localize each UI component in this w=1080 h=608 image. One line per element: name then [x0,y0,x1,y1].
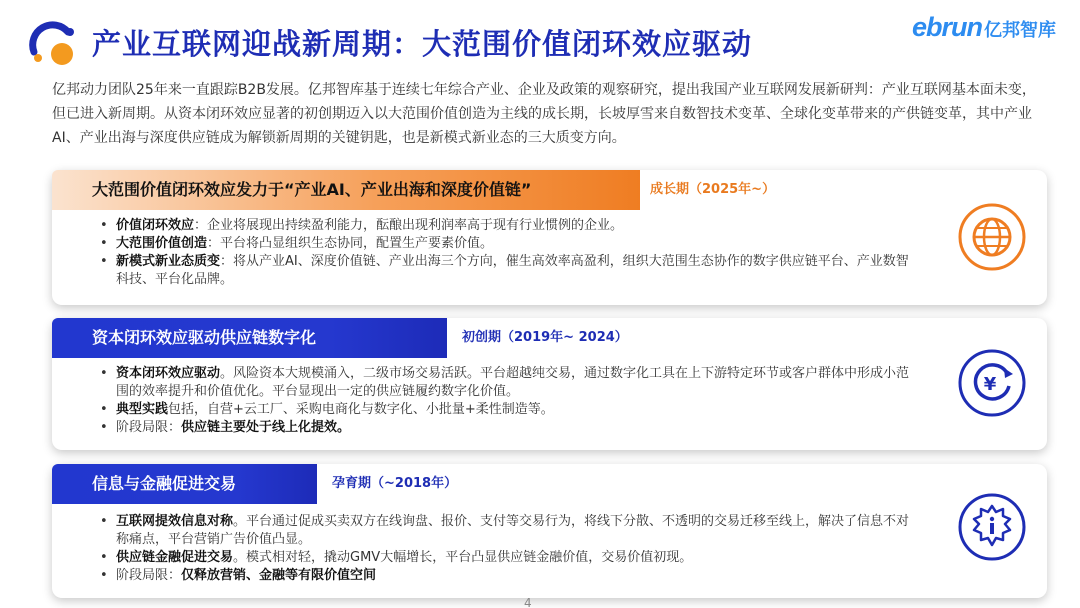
brand-logo [912,12,1056,43]
list-item: • 供应链金融促进交易。模式相对轻，撬动GMV大幅增长，平台凸显供应链金融价值，交易价值初现。 [100,549,910,567]
phase-label: 孕育期（~2018年） [332,476,458,491]
phase-label: 成长期（2025年~） [650,182,776,197]
card-incubation-stage [52,464,1047,598]
logo-mark-icon [24,18,80,74]
brand-english: ebrun [911,12,982,42]
bullet-list [100,217,910,289]
phase-label: 初创期（2019年~ 2024） [462,330,628,345]
svg-text:¥: ¥ [983,374,997,395]
list-item: • 新模式新业态质变：将从产业AI、深度价值链、产业出海三个方向，催生高效率高盈利，组织大范围生态协作的数字供应链平台、产业数智科技、平台化品牌。 [100,253,910,289]
list-item: • 大范围价值创造：平台将凸显组织生态协同，配置生产要素价值。 [100,235,910,253]
info-badge-icon [957,492,1027,562]
page-title: 产业互联网迎战新周期：大范围价值闭环效应驱动 [92,27,753,61]
card-title: 信息与金融促进交易 [52,464,317,504]
list-item: • 价值闭环效应：企业将展现出持续盈利能力，酝酿出现利润率高于现有行业惯例的企业。 [100,217,910,235]
intro-paragraph: 亿邦动力团队25年来一直跟踪B2B发展。亿邦智库基于连续七年综合产业、企业及政策的观察研究，提出我国产业互联网发展新研判：产业互联网基本面未变，但已进入新周期。从资本闭环效应显著的初创期迈入以大范围价值创造为主线的成长期，长坡厚雪来自数智技术变革、全球化变革带来的产供链变革，其中产业AI、产业出海与深度供应链成为解锁新周期的关键钥匙，也是新模式新业态的三大质变方向。 [52,82,1036,146]
list-item: • 资本闭环效应驱动。风险资本大规模涌入，二级市场交易活跃。平台超越纯交易，通过数字化工具在上下游特定环节或客户群体中形成小范围的效率提升和价值优化。平台显现出一定的供应链履约数字化价值。 [100,365,910,401]
card-title: 大范围价值闭环效应发力于“产业AI、产业出海和深度价值链” [52,170,640,210]
card-startup-stage [52,318,1047,450]
card-title: 资本闭环效应驱动供应链数字化 [52,318,447,358]
bullet-list [100,365,910,437]
globe-icon [957,202,1027,272]
card-growth-stage [52,170,1047,305]
list-item: • 互联网提效信息对称。平台通过促成买卖双方在线询盘、报价、支付等交易行为，将线下分散、不透明的交易迁移至线上，解决了信息不对称痛点，平台营销广告价值凸显。 [100,513,910,549]
list-item: • 阶段局限：仅释放营销、金融等有限价值空间 [100,567,910,585]
list-item: • 典型实践包括，自营+云工厂、采购电商化与数字化、小批量+柔性制造等。 [100,401,910,419]
list-item: • 阶段局限：供应链主要处于线上化提效。 [100,419,910,437]
bullet-list [100,513,910,585]
page-number: 4 [524,596,532,608]
brand-chinese: 亿邦智库 [984,20,1056,41]
yuan-cycle-icon [957,348,1027,418]
